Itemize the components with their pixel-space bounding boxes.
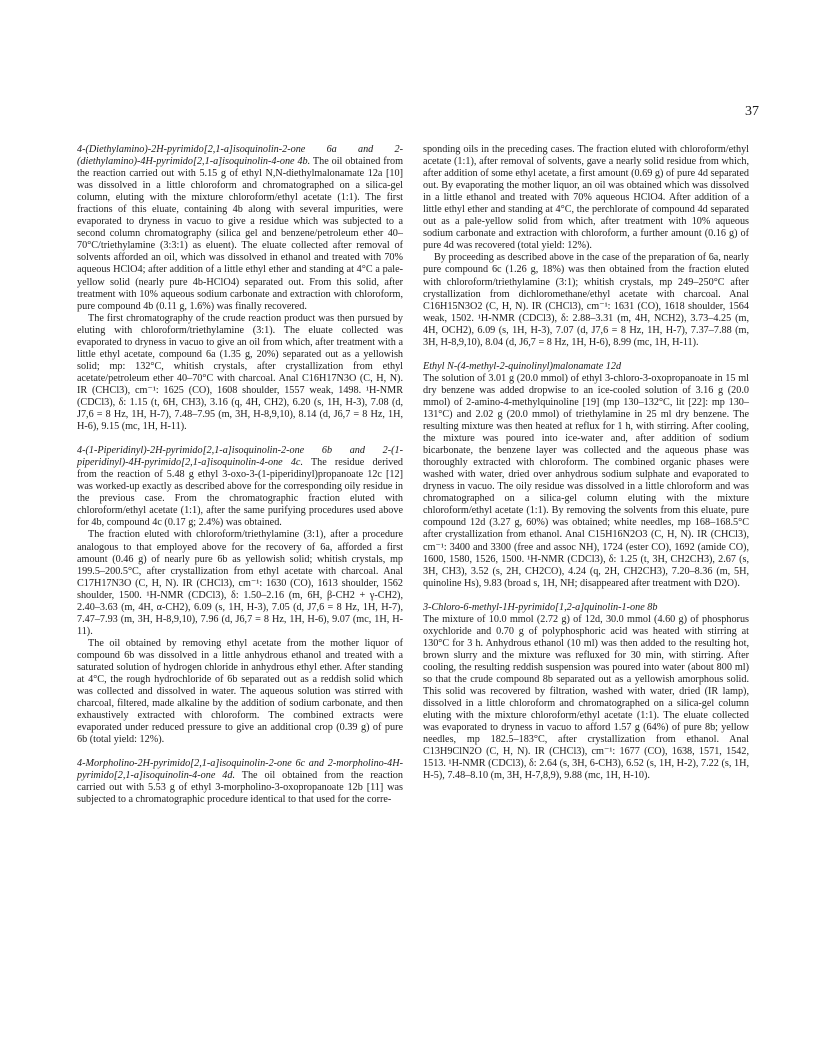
section-heading: 4-Morpholino-2H-pyrimido[2,1-a]isoquinolin-2-one 6c and 2-morpholino-4H-pyrimido[2,1-a]isoquinolin-4-one 4d.: [77, 758, 403, 782]
section-heading: 4-(1-Piperidinyl)-2H-pyrimido[2,1-a]isoquinolin-2-one 6b and 2-(1-piperidinyl)-4H-pyrimido[2,1-a]isoquinolin-4-one 4c.: [77, 445, 403, 469]
paragraph-6a-4b: [77, 144, 403, 313]
paragraph-6c-preparation: By proceeding as described above in the case of the preparation of 6a, nearly pure compound 6c (1.26 g, 18%) was then obtained from the fraction eluted with chloroform/triethylamine (3:1); whitish crystals, mp 249–250°C after crystallization from dichloromethane/ethyl acetate with charcoal. Anal C16H15N3O2 (C, H, N). IR (CHCl3), cm⁻¹: 1631 (CO), 1618 shoulder, 1564 weak, 1502. ¹H-NMR (CDCl3), δ: 2.88–3.31 (m, 4H, NCH2), 3.73–4.25 (m, 4H, OCH2), 6.09 (s, 1H, H-3), 7.07 (d, J7,6 = 8 Hz, 1H, H-7), 7.37–7.88 (m, 3H, H-8,9,10), 8.04 (d, J6,7 = 8 Hz, 1H, H-6), 8.99 (mc, 1H, H-11).: [423, 252, 749, 348]
paragraph-text: The oil obtained from the reaction carried out with 5.53 g of ethyl 3-morpholino-3-oxopropanoate 12b [11] was subjected to a chromatographic procedure identical to that used for the corre-: [77, 770, 403, 806]
left-column: [77, 144, 403, 806]
paragraph-12d: The solution of 3.01 g (20.0 mmol) of ethyl 3-chloro-3-oxopropanoate in 15 ml dry benzene was added dropwise to an ice-cooled solution of 3.16 g (20.0 mmol) of 2-amino-4-methylquinoline [19] (mp 130–132°C, lit [22]: mp 130–131°C) and 2.02 g (20.0 mmol) of triethylamine in 25 ml dry benzene. The resulting mixture was then heated at reflux for 1 h, with stirring. After cooling, the mixture was poured into ice-water and, after addition of sodium bicarbonate, the benzene layer was collected and the aqueous phase was thoroughly extracted with chloroform. The combined organic phases were washed with water, dried over anhydrous sodium sulphate and evaporated to dryness in vacuo. The oily residue was dissolved in a little chloroform and was chromatographed on a silica-gel column eluting with the mixture chloroform/ethyl acetate (1:1). By removing the solvents from this eluate, pure compound 12d (3.27 g, 60%) was obtained; white needles, mp 168–168.5°C after crystallization from ethanol. Anal C15H16N2O3 (C, H, N). IR (CHCl3), cm⁻¹: 3400 and 3300 (free and assoc NH), 1724 (ester CO), 1692 (amide CO), 1600, 1580, 1526, 1500. ¹H-NMR (CDCl3), δ: 1.25 (t, 3H, CH2CH3), 2.67 (s, 3H, CH3), 3.52 (s, 2H, CH2CO), 4.24 (q, 2H, CH2CH3), 7.20–8.36 (m, 5H, quinoline Hs), 9.83 (broad s, 1H, NH; disappeared after treatment with D2O).: [423, 372, 749, 589]
section-heading-12d: Ethyl N-(4-methyl-2-quinolinyl)malonamate 12d: [423, 360, 622, 372]
paragraph-6b-fraction: The fraction eluted with chloroform/triethylamine (3:1), after a procedure analogous to that employed above for the recovery of 6a, afforded a first amount (0.46 g) of nearly pure 6b as yellowish solid; whitish crystals, mp 199.5–200.5°C, after crystallization from ethyl acetate with charcoal. Anal C17H17N3O (C, H, N). IR (CHCl3), cm⁻¹: 1630 (CO), 1613 shoulder, 1562 shoulder, 1500. ¹H-NMR (CDCl3), δ: 1.50–2.16 (m, 6H, β-CH2 + γ-CH2), 2.40–3.63 (m, 4H, α-CH2), 6.09 (s, 1H, H-3), 7.05 (d, J7,6 = 8 Hz, 1H, H-7), 7.47–7.93 (m, 3H, H-8,9,10), 7.96 (d, J6,7 = 8 Hz, 1H, H-6), 9.07 (mc, 1H, H-11).: [77, 529, 403, 637]
section-heading: 4-(Diethylamino)-2H-pyrimido[2,1-a]isoquinolin-2-one 6a and 2-(diethylamino)-4H-pyrimido[2,1-a]isoquinolin-4-one 4b.: [77, 144, 403, 168]
paragraph-6a-chromatography: The first chromatography of the crude reaction product was then pursued by eluting with chloroform/triethylamine (3:1). The eluate collected was evaporated to dryness in vacuo to give an oil from which, after treatment with a little ethyl acetate, compound 6a (1.35 g, 20%) separated out as a yellowish solid; mp: 132°C, whitish crystals, after crystallization from ethyl acetate/petroleum ether 40–70°C with charcoal. Anal C16H17N3O (C, H, N). IR (CHCl3), cm⁻¹: 1625 (CO), 1608 shoulder, 1557 weak, 1498. ¹H-NMR (CDCl3), δ: 1.15 (t, 6H, CH3), 3.16 (q, 4H, CH2), 6.20 (s, 1H, H-3), 7.08 (d, J7,6 = 8 Hz, 1H, H-7), 7.48–7.95 (m, 3H, H-8,9,10), 8.14 (d, J6,7 = 8 Hz, 1H, H-6), 9.15 (mc, 1H, H-11).: [77, 312, 403, 433]
paragraph-6b-hydrochloride: The oil obtained by removing ethyl acetate from the mother liquor of compound 6b was dissolved in a little anhydrous ethanol and treated with a saturated solution of hydrogen chloride in anhydrous ethyl ether. After standing at 4°C, the rough hydrochloride of 6b separated out as a reddish solid which was collected and dissolved in water. The aqueous solution was stirred with charcoal, filtered, made alkaline by the addition of sodium carbonate, and then exhaustively extracted with chloroform. The combined extracts were evaporated under reduced pressure to give an additional crop (0.39 g) of pure 6b (total yield: 12%).: [77, 637, 403, 746]
paragraph-text: The residue derived from the reaction of 5.48 g ethyl 3-oxo-3-(1-piperidinyl)propanoate 12c [12] was worked-up exactly as described above for the corresponding oily residue in the previous case. From the chromatographic fraction eluted with chloroform/ethyl acetate (1:1), after the same purifying procedures used above for 4b, compound 4c (0.17 g; 2.4%) was obtained.: [77, 457, 403, 529]
paragraph-8b: The mixture of 10.0 mmol (2.72 g) of 12d, 30.0 mmol (4.60 g) of phosphorus oxychloride and 0.70 g of polyphosphoric acid was heated with stirring at 130°C for 3 h. Anhydrous ethanol (10 ml) was then added to the resulting hot, brown slurry and the mixture was refluxed for 30 min, with stirring. After cooling, the resulting reddish suspension was poured into water (about 800 ml) so that the crude compound 8b separated out as a yellowish amorphous solid. This solid was recovered by filtration, washed with water, dried (IR lamp), dissolved in a little chloroform and chromatographed on a silica-gel column eluting with the mixture chloroform/ethyl acetate (1:1). The eluate collected was evaporated to dryness in vacuo to afford 1.57 g (64%) of pure 8b; yellow needles, mp 182.5–183°C, after crystallization from ethanol. Anal C13H9ClN2O (C, H, N). IR (CHCl3), cm⁻¹: 1677 (CO), 1638, 1571, 1542, 1513. ¹H-NMR (CDCl3), δ: 2.64 (s, 3H, 6-CH3), 6.52 (s, 1H, H-2), 7.22 (s, 1H, H-5), 7.48–8.10 (m, 3H, H-7,8,9), 9.88 (mc, 1H, H-10).: [423, 613, 749, 782]
paragraph-4d-continued: sponding oils in the preceding cases. The fraction eluted with chloroform/ethyl acetate (1:1), after removal of solvents, gave a nearly solid residue from which, after addition of some ethyl acetate, a first amount (0.69 g) of pure 4d separated out. By evaporating the mother liquor, an oil was obtained which was dissolved in a little ethanol and treated with 70% aqueous HClO4. After addition of a little ethyl ether and standing at 4°C, the perchlorate of compound 4d separated out as a pale-yellow solid from which, after treatment with 10% aqueous sodium carbonate and extraction with chloroform, a further amount (0.16 g) of pure 4d was recovered (total yield: 12%).: [423, 144, 749, 252]
section-heading-8b: 3-Chloro-6-methyl-1H-pyrimido[1,2-a]quinolin-1-one 8b: [423, 601, 658, 613]
paragraph-6b-4c: [77, 445, 403, 529]
page-number: 37: [745, 104, 759, 119]
paragraph-text: The oil obtained from the reaction carried out with 5.15 g of ethyl N,N-diethylmalonamate 12a [10] was dissolved in a little chloroform and chromatographed on a silica-gel column, eluting with the mixture chloroform/ethyl acetate (1:1). The first fractions of this eluate, containing 4b along with several impurities, were evaporated to dryness in vacuo to give a residue which was subjected to a second column chromatography (silica gel and benzene/petroleum ether 40–70°C/triethylamine (3:3:1) as eluent). The eluate collected after removal of solvents afforded an oil, which was dissolved in ethanol and treated with 70% aqueous HClO4; after addition of a little ethyl ether and standing at 4°C a pale-yellow solid (nearly pure 4b-HClO4) separated out. From this solid, after treatment with 10% aqueous sodium carbonate and extraction with chloroform, pure compound 4b (0.11 g, 1.6%) was finally recovered.: [77, 156, 403, 312]
paragraph-6c-4d: [77, 758, 403, 806]
right-column: [423, 144, 749, 782]
